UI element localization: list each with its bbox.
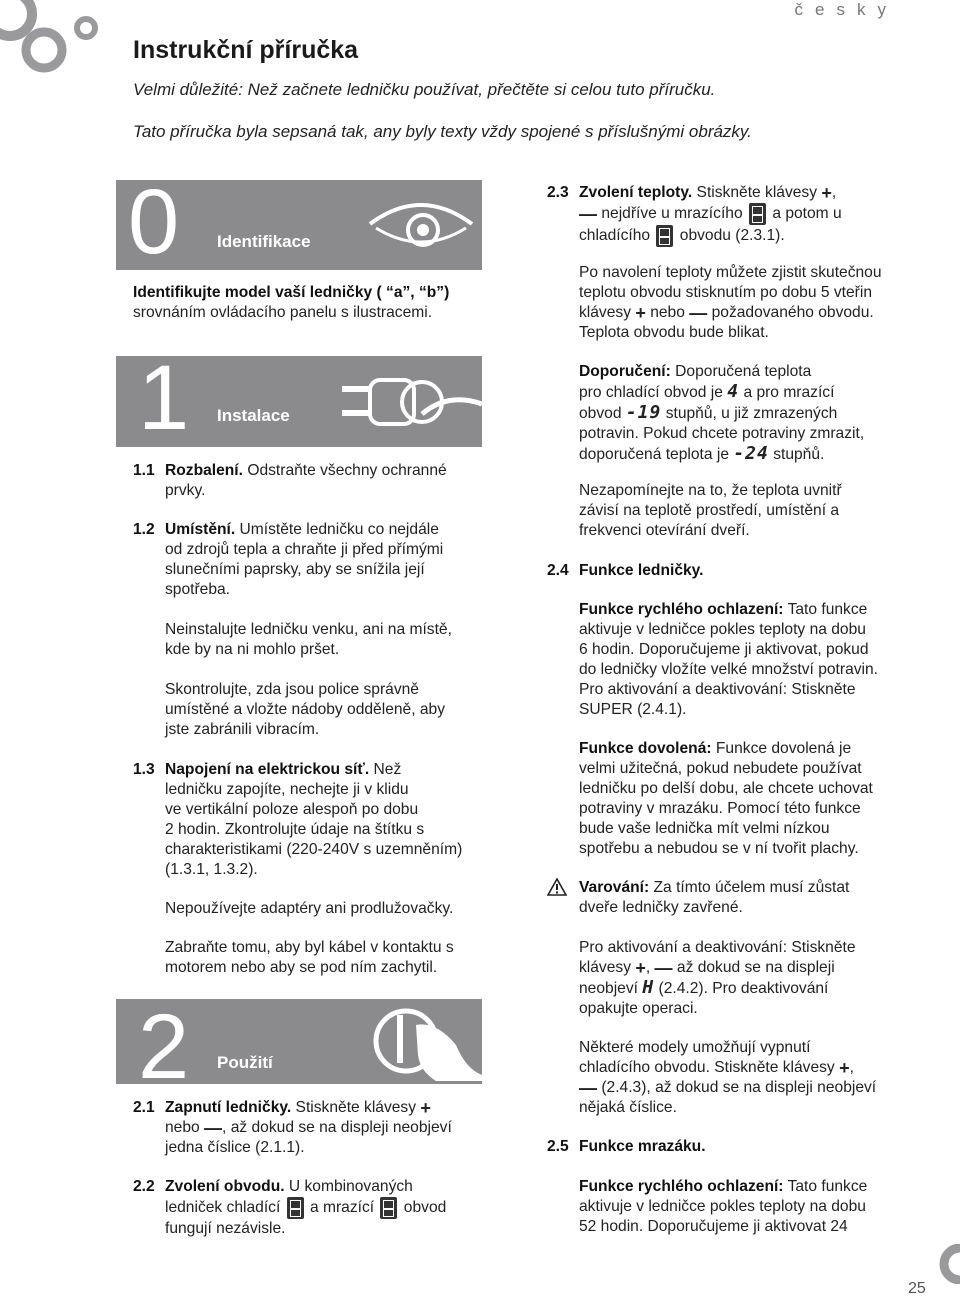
page-title: Instrukční příručka bbox=[133, 36, 359, 64]
item-1-1-text: Rozbalení. Odstraňte všechny ochranné prvky. bbox=[165, 462, 447, 499]
item-2-3-text: Zvolení teploty. Stiskněte klávesy +, — nejdříve u mrazícího a potom u chladícího obvodu (2.3.1). bbox=[579, 183, 842, 247]
freezer-compartment-icon bbox=[749, 203, 766, 225]
minus-key-icon: — bbox=[689, 303, 708, 323]
freezer-compartment-icon bbox=[380, 1197, 397, 1219]
section-0-label: Identifikace bbox=[217, 232, 311, 251]
item-1-1-number: 1.1 bbox=[133, 462, 155, 479]
intro-important: Velmi důležité: Než začnete ledničku používat, přečtěte si celou tuto příručku. bbox=[133, 80, 716, 99]
plus-key-icon: + bbox=[821, 183, 832, 203]
item-1-3-text: Napojení na elektrickou síť. Než ledničku zapojíte, nechejte ji v klidu ve vertikální poloze alespoň po dobu 2 hodin. Zkontrolujte údaje na štítku s charakteristikami (220-240V s uzemněním) (1.3.1, 1.3.2). bbox=[165, 761, 463, 878]
plus-key-icon: + bbox=[420, 1098, 431, 1118]
section-2-label: Použití bbox=[217, 1053, 273, 1072]
section-0-band bbox=[116, 171, 482, 273]
item-1-2-shelves-text: Skontrolujte, zda jsou police správně umístěné a vložte nádoby odděleně, aby jste zabránili vibracím. bbox=[165, 681, 446, 738]
warning-icon bbox=[547, 878, 567, 896]
item-2-2-text: Zvolení obvodu. U kombinovaných ledniček chladící a mrazící obvod fungují nezávisle. bbox=[165, 1178, 447, 1237]
plug-icon bbox=[338, 374, 482, 436]
section-0-number: 0 bbox=[128, 171, 180, 273]
minus-key-icon: — bbox=[579, 1078, 597, 1099]
recommendation-text: Doporučení: Doporučená teplota pro chladící obvod je 4 a pro mrazící obvod -19 stupňů, u již zmrazených potravin. Pokud chcete potraviny zmrazit, doporučená teplota je -24 stupňů. bbox=[579, 363, 865, 464]
fast-cooling-text: Funkce rychlého ochlazení: Tato funkce aktivuje v ledničce pokles teploty na dobu 6 hodin. Doporučujeme ji aktivovat, pokud do ledničky vložíte velké množství potravin. Pro aktivování a deaktivování: Stiskněte SUPER (2.4.1). bbox=[579, 601, 879, 718]
language-label: česky bbox=[794, 0, 898, 19]
section-1-band bbox=[116, 347, 482, 449]
minus-key-icon: — bbox=[204, 1118, 223, 1139]
item-2-5-title: Funkce mrazáku. bbox=[579, 1138, 706, 1155]
item-1-2-text: Umístění. Umístěte ledničku co nejdále od zdrojů tepla a chraňte ji před přímými slunečními paprsky, aby se snížila její spotřeba. bbox=[165, 521, 444, 598]
item-2-2-number: 2.2 bbox=[133, 1178, 155, 1195]
section-1-number: 1 bbox=[138, 347, 190, 449]
item-1-3-adapter-text: Nepoužívejte adaptéry ani prodlužovačky. bbox=[165, 900, 454, 917]
holiday-activation-text: Pro aktivování a deaktivování: Stiskněte klávesy +, — až dokud se na displeji neobjeví H (2.4.2). Pro deaktivování opakujte operaci. bbox=[579, 939, 856, 1018]
item-1-2-number: 1.2 bbox=[133, 521, 155, 538]
section-1-label: Instalace bbox=[217, 406, 290, 425]
item-1-3-cable-text: Zabraňte tomu, aby byl kábel v kontaktu s motorem nebo aby se pod ním zachytil. bbox=[165, 939, 454, 976]
display-value-h: H bbox=[642, 977, 655, 999]
item-2-3-actual-temp-text: Po navolení teploty můžete zjistit skutečnou teplotu obvodu stisknutím po dobu 5 vteřin klávesy + nebo — požadovaného obvodu. Teplota obvodu bude blikat. bbox=[579, 264, 882, 342]
fridge-compartment-icon bbox=[656, 225, 673, 247]
item-1-3-number: 1.3 bbox=[133, 761, 155, 778]
display-value-minus-24: -24 bbox=[733, 443, 769, 464]
minus-key-icon: — bbox=[579, 204, 597, 225]
warning-text: Varování: Za tímto účelem musí zůstat dveře ledničky zavřené. bbox=[579, 879, 850, 916]
item-2-1-number: 2.1 bbox=[133, 1099, 155, 1116]
item-2-3-number: 2.3 bbox=[547, 184, 569, 201]
display-value-4: 4 bbox=[727, 381, 740, 402]
display-value-minus-19: -19 bbox=[625, 402, 662, 423]
item-2-5-number: 2.5 bbox=[547, 1138, 569, 1155]
temperature-note-text: Nezapomínejte na to, že teplota uvnitř závisí na teplotě prostředí, umístění a frekvenci otevírání dveří. bbox=[579, 482, 842, 539]
fridge-compartment-icon bbox=[287, 1197, 304, 1219]
minus-key-icon: — bbox=[654, 958, 673, 978]
section-2-number: 2 bbox=[138, 996, 190, 1098]
item-1-2-outdoor-text: Neinstalujte ledničku venku, ani na místě, kde by na ni mohlo pršet. bbox=[165, 621, 452, 658]
eye-icon bbox=[366, 194, 476, 256]
holiday-function-text: Funkce dovolená: Funkce dovolená je velmi užitečná, pokud nebudete používat ledničku po delší dobu, ale chcete uchovat potraviny v mrazáku. Pomocí této funkce bude vaše lednička mít velmi nízkou spotřebu a nebudou se v ní tvořit plachy. bbox=[579, 740, 873, 857]
plus-key-icon: + bbox=[635, 958, 646, 978]
section-0-text: Identifikujte model vaší ledničky ( “a”, “b”) srovnáním ovládacího panelu s ilustracemi. bbox=[133, 284, 450, 321]
plus-key-icon: + bbox=[635, 303, 646, 323]
item-2-4-title: Funkce ledničky. bbox=[579, 562, 704, 579]
decorative-circles bbox=[0, 0, 110, 90]
intro-note: Tato příručka byla sepsaná tak, any byly texty vždy spojené s příslušnými obrázky. bbox=[133, 122, 752, 141]
freezer-fast-cooling-text: Funkce rychlého ochlazení: Tato funkce aktivuje v ledničce pokles teploty na dobu 52 hodin. Doporučujeme ji aktivovat 24 bbox=[579, 1178, 868, 1235]
footer-decorative-circle bbox=[928, 1244, 960, 1284]
finger-press-icon bbox=[366, 1005, 482, 1081]
page-number: 25 bbox=[908, 1280, 926, 1297]
cooling-off-text: Některé modely umožňují vypnutí chladícího obvodu. Stiskněte klávesy +, — (2.4.3), až dokud se na displeji neobjeví nějaká číslice. bbox=[579, 1039, 877, 1117]
plus-key-icon: + bbox=[839, 1058, 850, 1078]
section-2-band bbox=[116, 996, 482, 1098]
item-2-4-number: 2.4 bbox=[547, 562, 569, 579]
item-2-1-text: Zapnutí ledničky. Stiskněte klávesy + nebo —, až dokud se na displeji neobjeví jedna číslice (2.1.1). bbox=[165, 1098, 452, 1157]
